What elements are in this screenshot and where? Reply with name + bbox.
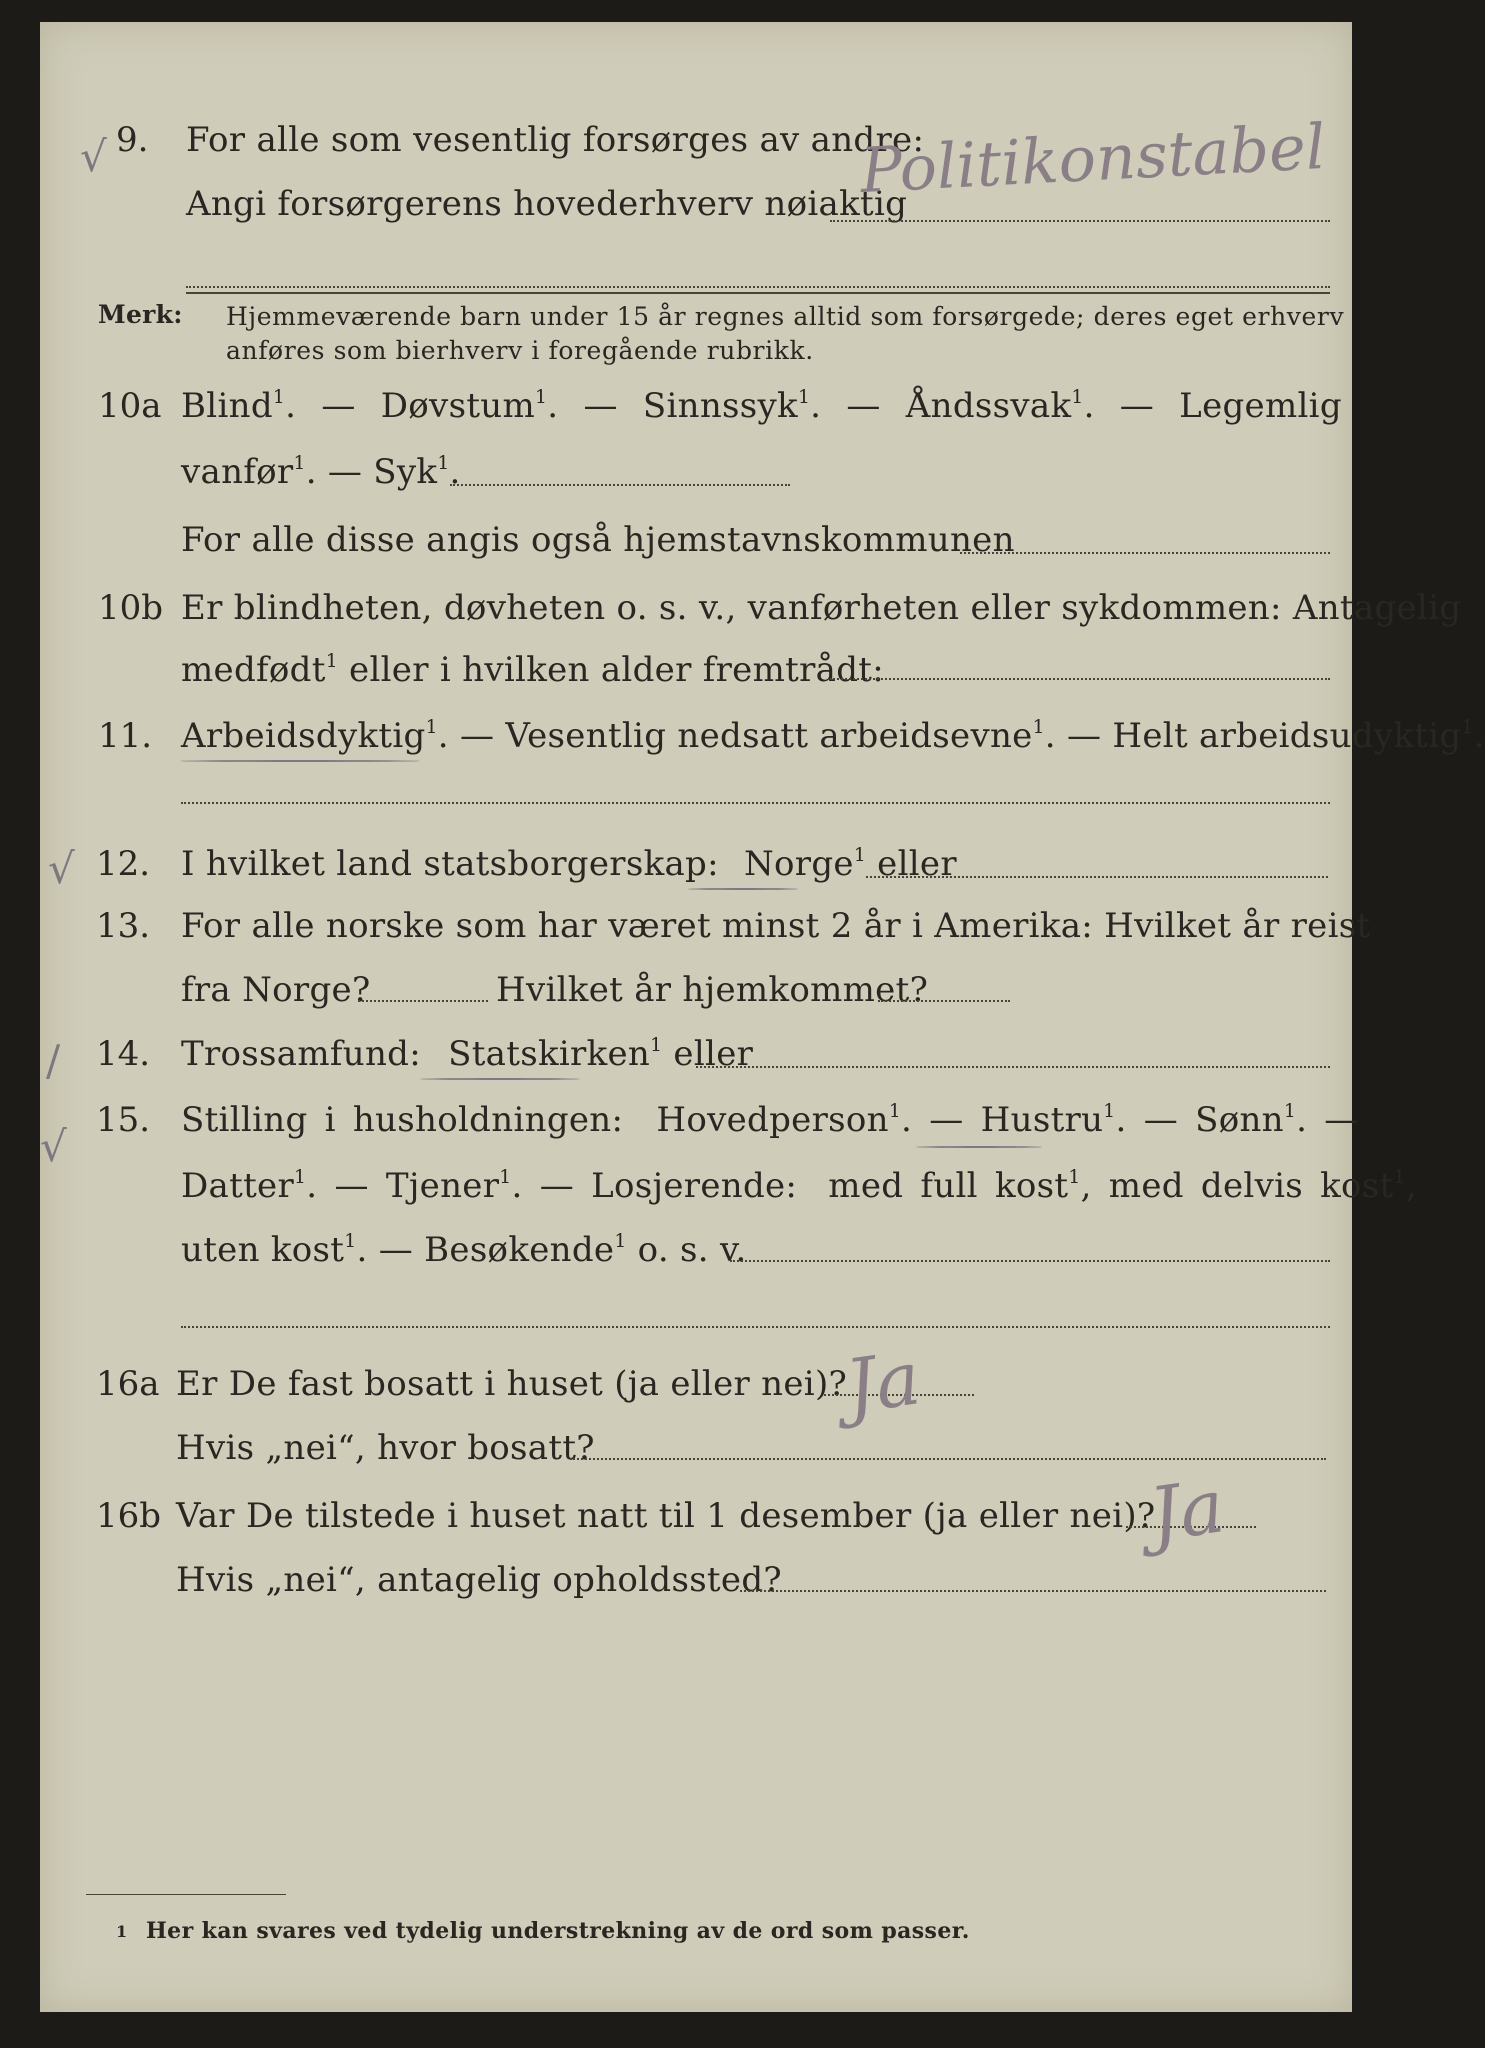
merk-label: Merk: — [98, 300, 183, 329]
q9-answer-line — [830, 220, 1330, 222]
q14-answer-line — [696, 1066, 1330, 1068]
q16b-question-line2: Hvis „nei“, antagelig opholdssted? — [176, 1560, 782, 1600]
q9-question-line2: Angi forsørgerens hovederhverv nøiaktig — [186, 184, 908, 224]
q14-number: 14. — [96, 1034, 151, 1074]
q12-number: 12. — [96, 844, 151, 884]
option-norge: Norge — [743, 844, 854, 884]
option-hustru: Hustru — [980, 1100, 1104, 1140]
option-besokende: . — Besøkende — [356, 1230, 615, 1270]
q16b-question-line1: Var De tilstede i huset natt til 1 desember (ja eller nei)? — [176, 1496, 1156, 1536]
q9-question-line1: For alle som vesentlig forsørges av andre: — [186, 120, 925, 160]
q12-handwritten-underline — [688, 888, 798, 890]
footnote-text: Her kan svares ved tydelig understrekning av de ord som passer. — [146, 1918, 970, 1944]
footnote-ref: 1 — [1032, 716, 1045, 738]
q13-question-line2a: fra Norge? — [181, 970, 371, 1010]
option-udyktig: . — Helt arbeidsudyktig — [1044, 716, 1462, 756]
q12-answer-line — [866, 876, 1328, 878]
q14-handwritten-underline — [420, 1078, 580, 1080]
option-medfodt: medfødt — [181, 650, 326, 690]
footnote-ref: 1 — [344, 1230, 357, 1252]
q15-answer-line2 — [181, 1326, 1330, 1328]
footnote-ref: 1 — [1068, 1166, 1081, 1188]
q16b-handwritten-answer: Ja — [1144, 1463, 1230, 1559]
option-tjener: . — Tjener — [306, 1166, 500, 1206]
q11-question — [181, 716, 1485, 756]
q16b-location-line — [740, 1590, 1326, 1592]
q10a-number: 10a — [98, 386, 162, 426]
footnote-ref: 1 — [499, 1166, 512, 1188]
q10a-question-line3: For alle disse angis også hjemstavnskommunen — [181, 520, 1015, 560]
option-hovedperson: Hovedperson — [656, 1100, 889, 1140]
option-losjerende: . — Losjerende: — [511, 1166, 798, 1206]
q13-question-line1: For alle norske som har været minst 2 år i Amerika: Hvilket år reist — [181, 906, 1371, 946]
footnote-ref: 1 — [1103, 1100, 1116, 1122]
footnote-ref: 1 — [425, 716, 438, 738]
footnote-ref: 1 — [294, 1166, 307, 1188]
q10a-question-line1 — [181, 386, 1342, 426]
q13-question-line2b: Hvilket år hjemkommet? — [496, 970, 929, 1010]
footnote-rule — [86, 1894, 286, 1895]
q10a-question-line2 — [181, 452, 461, 492]
q13-number: 13. — [96, 906, 151, 946]
footnote-mark: 1 — [116, 1922, 128, 1941]
option-datter: Datter — [181, 1166, 295, 1206]
merk-note-line1: Hjemmeværende barn under 15 år regnes alltid som forsørgede; deres eget erhverv — [226, 302, 1345, 331]
q16a-number: 16a — [96, 1364, 160, 1404]
q9-answer-line2 — [186, 286, 1330, 288]
footnote-ref: 1 — [535, 386, 548, 408]
q16a-question-line1: Er De fast bosatt i huset (ja eller nei)? — [176, 1364, 848, 1404]
q13-return-year-line — [878, 1000, 1010, 1002]
q13-left-year-line — [358, 1000, 488, 1002]
merk-note-line2: anføres som bierhverv i foregående rubrikk. — [226, 336, 814, 365]
q14-tail: eller — [662, 1034, 754, 1074]
q9-rule — [186, 292, 1330, 294]
q15-handwritten-underline — [916, 1146, 1042, 1148]
q12-question — [181, 844, 957, 884]
q15-number: 15. — [96, 1100, 151, 1140]
check-mark-q12: √ — [48, 844, 75, 893]
q10b-answer-line — [830, 678, 1330, 680]
option-arbeidsdyktig: Arbeidsdyktig — [181, 716, 426, 756]
footnote-ref: 1 — [1393, 1166, 1406, 1188]
option-uten-kost: uten kost — [181, 1230, 345, 1270]
q15-question-line1 — [181, 1100, 1359, 1140]
q16a-question-line2: Hvis „nei“, hvor bosatt? — [176, 1428, 595, 1468]
footnote-ref: 1 — [293, 452, 306, 474]
option-statskirken: Statskirken — [448, 1034, 651, 1074]
q9-handwritten-answer: Politikonstabel — [858, 109, 1328, 208]
check-mark-q15: √ — [40, 1122, 67, 1171]
check-mark-q9: √ — [80, 132, 107, 181]
option-blind: Blind — [181, 386, 273, 426]
check-mark-q14: / — [46, 1036, 61, 1085]
separator: . — — [901, 1100, 964, 1140]
q10a-answer-line — [450, 484, 790, 486]
option-full-kost: med full kost — [828, 1166, 1069, 1206]
footnote-ref: 1 — [325, 650, 338, 672]
option-dovstum: . — Døvstum — [285, 386, 536, 426]
census-form-page — [40, 22, 1485, 2012]
footnote-ref: 1 — [437, 452, 450, 474]
q15-answer-line — [730, 1260, 1330, 1262]
q12-question-text: I hvilket land statsborgerskap: — [181, 844, 719, 884]
footnote-ref: 1 — [888, 1100, 902, 1122]
q10b-question-line2 — [181, 650, 884, 690]
q11-handwritten-underline — [180, 760, 420, 762]
q14-question-text: Trossamfund: — [181, 1034, 422, 1074]
option-delvis-kost: , med delvis kost — [1080, 1166, 1394, 1206]
option-sonn: . — Sønn — [1115, 1100, 1284, 1140]
q11-period: . — [1473, 716, 1485, 756]
footnote-ref: 1 — [797, 386, 811, 408]
q10b-question-line1: Er blindheten, døvheten o. s. v., vanførheten eller sykdommen: Antagelig — [181, 588, 1462, 628]
footnote-ref: 1 — [853, 844, 867, 866]
q15-question-text: Stilling i husholdningen: — [181, 1100, 624, 1140]
q12-tail: eller — [866, 844, 957, 884]
q10b-question-tail: eller i hvilken alder fremtrådt: — [337, 650, 885, 690]
q10b-number: 10b — [98, 588, 164, 628]
option-syk: . — Syk — [305, 452, 438, 492]
footnote-ref: 1 — [1283, 1100, 1297, 1122]
option-sinnssyk: . — Sinnssyk — [547, 386, 798, 426]
q15-question-line3 — [181, 1230, 747, 1270]
q10a-period: . — [449, 452, 461, 492]
q15-tail: o. s. v. — [626, 1230, 747, 1270]
footnote-ref: 1 — [650, 1034, 663, 1056]
q16a-handwritten-answer: Ja — [840, 1335, 926, 1431]
footnote-ref: 1 — [272, 386, 286, 408]
q9-number: 9. — [116, 120, 149, 160]
option-nedsatt: . — Vesentlig nedsatt arbeidsevne — [437, 716, 1033, 756]
q11-answer-line — [181, 802, 1330, 804]
q10a-hometown-line — [960, 552, 1330, 554]
footnote-ref: 1 — [1071, 386, 1084, 408]
q11-number: 11. — [98, 716, 153, 756]
separator: , — [1405, 1166, 1417, 1206]
q15-question-line2 — [181, 1166, 1417, 1206]
option-legemlig: . — Legemlig — [1083, 386, 1342, 426]
separator: . — — [1296, 1100, 1359, 1140]
footnote-ref: 1 — [614, 1230, 627, 1252]
option-andssvak: . — Åndssvak — [810, 386, 1072, 426]
q16b-number: 16b — [96, 1496, 162, 1536]
q16a-residence-line — [570, 1458, 1326, 1460]
footnote-ref: 1 — [1461, 716, 1474, 738]
q14-question — [181, 1034, 753, 1074]
option-vanfor: vanfør — [181, 452, 294, 492]
